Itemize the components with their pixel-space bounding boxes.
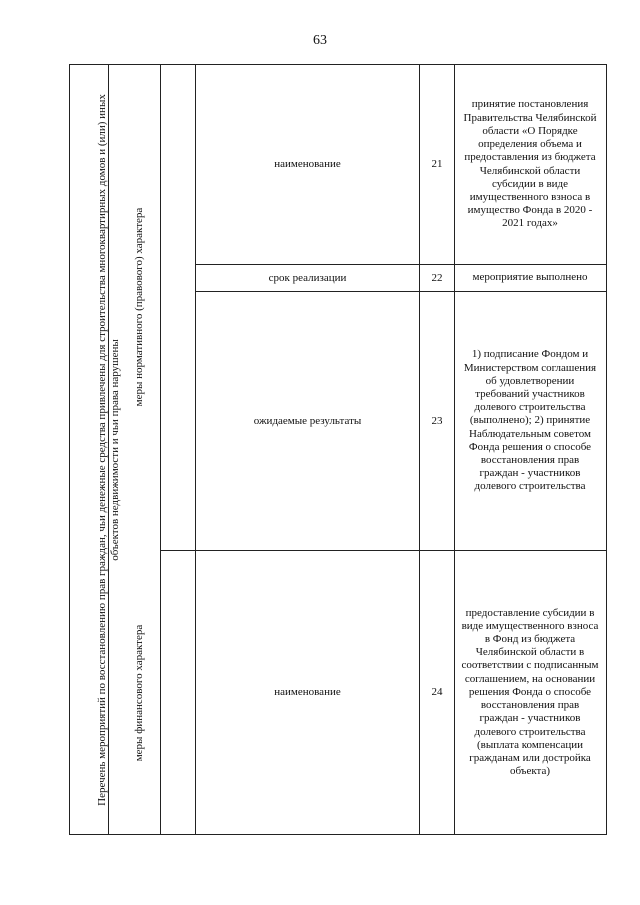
row-22-number: 22 <box>431 271 443 284</box>
row-21-number: 21 <box>431 158 443 170</box>
group-title: Перечень мероприятий по восстановлению прав граждан, чьи денежные средства привлечены для строительства многоквартирных домов и (или) иных объектов недвижимости и чьи права нарушены <box>96 94 121 806</box>
section-label-normative: меры нормативного (правового) характера <box>133 207 145 407</box>
row-24-name: наименование <box>274 686 341 698</box>
row-21-description: принятие постановления Правительства Челябинской области «О Порядке определения объема и предоставления из бюджета Челябинской области субсидии в виде имущественного взноса в имущество Фонда в 2020 - 2021 годах» <box>463 98 597 230</box>
table-border-left <box>69 64 70 835</box>
table-border-right <box>606 64 607 835</box>
row-24-number: 24 <box>431 686 443 698</box>
row-23-name: ожидаемые результаты <box>253 414 362 427</box>
section-label-financial: меры финансового характера <box>133 624 145 762</box>
row-21-name: наименование <box>274 158 341 170</box>
row-23-number: 23 <box>431 414 443 427</box>
table-border-bottom <box>69 834 607 835</box>
page-number: 63 <box>313 33 327 48</box>
measures-table <box>69 64 607 835</box>
row-24-description: предоставление субсидии в виде имущественного взноса в Фонд из бюджета Челябинской области в соответствии с подписанным соглашением, на основании решения Фонда о способе восстановления прав граждан - участников долевого строительства (выплата компенсации гражданам или достройка объекта) <box>461 606 599 778</box>
row-22-name: срок реализации <box>268 271 347 284</box>
row-22-description: мероприятие выполнено <box>472 271 588 284</box>
col-divider-2 <box>160 64 161 835</box>
col-divider-5 <box>454 64 455 835</box>
row-23-description: 1) подписание Фондом и Министерством соглашения об удовлетворении требований участников долевого строительства (выполнено); 2) принятие Наблюдательным советом Фонда решения о способе восстановления прав граждан - участников долевого строительства <box>463 348 597 493</box>
